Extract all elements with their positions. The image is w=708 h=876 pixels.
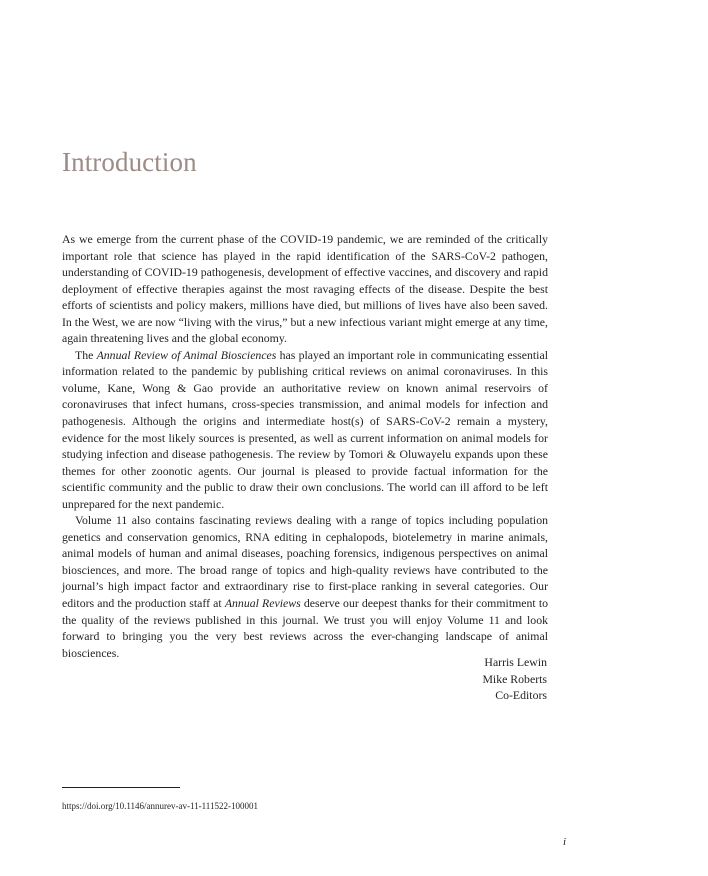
paragraph-text: deserve our deepest thanks for their commitment to the quality of the reviews published in this journal. We trust you will enjoy Volume 11 and look forward to bringing you the very best reviews across the ever-changing landscape of animal biosciences. bbox=[62, 596, 549, 660]
signature-name: Harris Lewin bbox=[484, 655, 547, 669]
paragraph-3 bbox=[62, 512, 548, 661]
paragraph-text: The bbox=[75, 347, 97, 362]
page-number: i bbox=[563, 836, 567, 848]
footnote-rule bbox=[62, 787, 180, 788]
body-text bbox=[62, 231, 548, 661]
publisher-name: Annual Reviews bbox=[224, 596, 301, 611]
journal-title: Annual Review of Animal Biosciences bbox=[96, 347, 277, 362]
signature-name: Mike Roberts bbox=[482, 671, 547, 686]
paragraph-text: Volume 11 also contains fascinating reviews dealing with a range of topics including population genetics and conservation genomics, RNA editing in cephalopods, biotelemetry in marine animals, animal models of human and animal diseases, poaching forensics, indigenous perspectives on animal biosciences, and more. The broad range of topics and high-quality reviews have contributed to the journal’s high impact factor and extraordinary rise to first-place ranking in several categories. Our editors and the production staff at bbox=[62, 513, 548, 611]
page-title: Introduction bbox=[62, 147, 197, 177]
signature-block bbox=[482, 654, 547, 704]
signature-role: Co-Editors bbox=[495, 688, 547, 703]
paragraph-text: has played an important role in communicating essential information related to the pandemic by publishing critical reviews on animal coronaviruses. In this volume, Kane, Wong & Gao provide an authoritative review on known animal reservoirs of coronaviruses that infect humans, cross-species transmission, and animal models for infection and pathogenesis. Although the origins and intermediate host(s) of SARS-CoV-2 remain a mystery, evidence for the most likely sources is presented, as well as current information on animal models for studying infection and disease pathogenesis. The review by Tomori & Oluwayelu expands upon these themes for other zoonotic agents. Our journal is pleased to provide factual information for the scientific community and the public to draw their own conclusions. The world can ill afford to be left unprepared for the next pandemic. bbox=[62, 347, 548, 511]
paragraph-text: As we emerge from the current phase of the COVID-19 pandemic, we are reminded of the critically important role that science has played in the rapid identification of the SARS-CoV-2 pathogen, understanding of COVID-19 pathogenesis, development of effective vaccines, and discovery and rapid deployment of effective therapies against the most ravaging effects of the disease. Despite the best efforts of scientists and policy makers, millions have died, but millions of lives have also been saved. In the West, we are now “living with the virus,” but a new infectious variant might emerge at any time, again threatening lives and the global economy. bbox=[62, 232, 548, 346]
paragraph-1 bbox=[62, 231, 548, 347]
paragraph-2 bbox=[62, 347, 548, 512]
doi-link[interactable]: https://doi.org/10.1146/annurev-av-11-111522-100001 bbox=[62, 801, 258, 811]
